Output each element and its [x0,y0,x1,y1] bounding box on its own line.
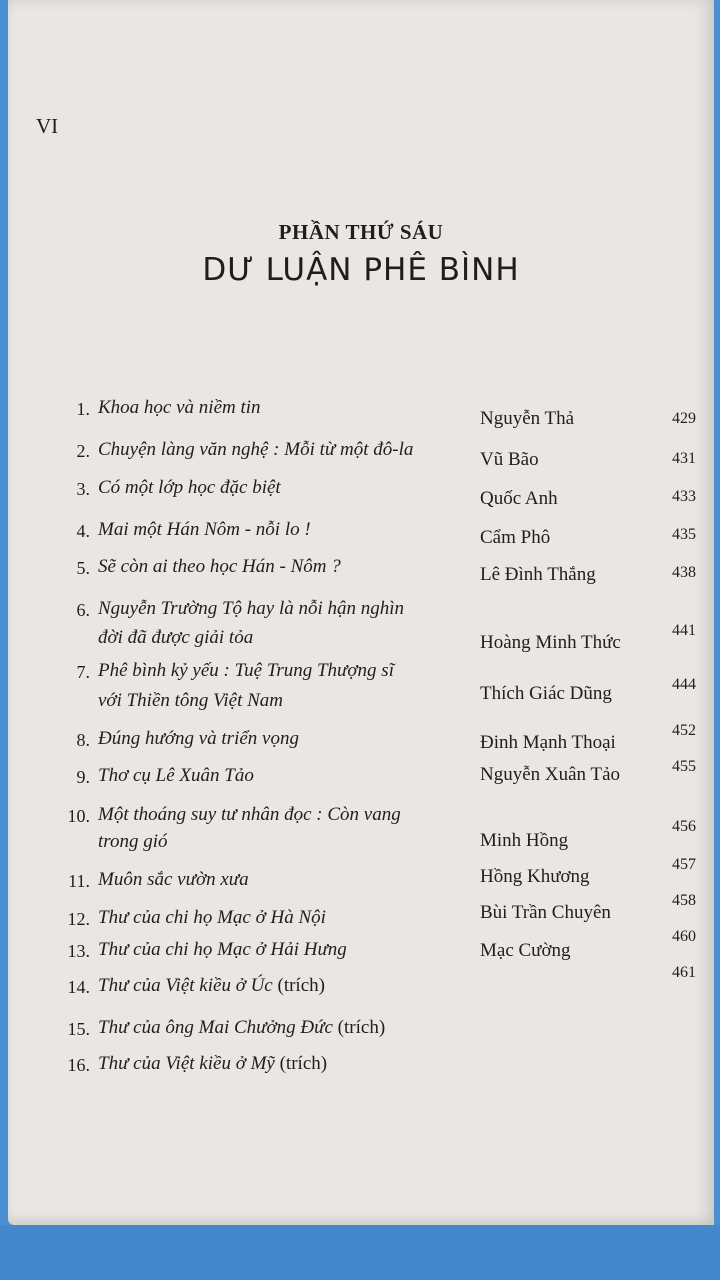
entry-title [98,660,394,682]
entry-title [98,804,401,826]
entry-title-text: Thư của Việt kiều ở Úc [98,975,273,996]
background-surface [0,1225,720,1280]
entry-number: 11. [68,871,90,891]
entry-number: 12. [67,909,90,929]
entry-title [98,690,283,712]
entry-title-text: Chuyện làng văn nghệ : Mỗi từ một đô-la [98,439,414,460]
entry-number: 13. [67,941,90,961]
entry-title-text: Đúng hướng và triển vọng [98,728,299,749]
entry-title-text: Thư của Việt kiều ở Mỹ [98,1053,275,1074]
entry-page-number: 433 [672,488,696,505]
entry-page-number: 429 [672,410,696,427]
entry-title-text: Khoa học và niềm tin [98,397,261,418]
entry-title [98,627,253,649]
entry-title-text: Một thoáng suy tư nhân đọc : Còn vang [98,804,401,825]
entry-title-text: Mai một Hán Nôm - nỗi lo ! [98,519,311,540]
entry-title [98,869,249,891]
entry-author: Bùi Trần Chuyên [480,902,611,923]
entry-author: Cẩm Phô [480,527,551,548]
entry-number: 3. [76,479,90,499]
entry-page-number: 431 [672,450,696,467]
entry-title [98,477,281,499]
book-page [8,0,714,1225]
entry-title-suffix: (trích) [272,975,325,996]
entry-title-text: Thư của chi họ Mạc ở Hà Nội [98,907,326,928]
part-title: PHẦN THỨ SÁU [278,220,444,244]
entry-author: Lê Đình Thắng [480,564,596,585]
entry-title [98,975,325,997]
entry-title-text: Muôn sắc vườn xưa [98,869,249,890]
entry-title [98,439,413,461]
entry-title [98,556,341,578]
entry-author: Quốc Anh [480,488,558,509]
entry-title [98,831,168,853]
entry-page-number: 435 [672,526,696,543]
entry-author: Đinh Mạnh Thoại [480,732,616,753]
entry-title-text: Thư của chi họ Mạc ở Hải Hưng [98,939,347,960]
entry-page-number: 452 [672,722,696,739]
entry-number: 4. [76,521,90,541]
entry-title-text: Thư của ông Mai Chưởng Đức [98,1017,333,1038]
entry-number: 5. [76,558,90,578]
entry-author: Vũ Bão [480,449,539,470]
entry-page-number: 441 [672,622,696,639]
entry-number: 2. [76,441,90,461]
entry-number: 16. [67,1055,90,1075]
entry-title-suffix: (trích) [332,1017,386,1038]
entry-title-text: trong gió [98,831,168,852]
entry-title-suffix: (trích) [274,1053,328,1074]
entry-page-number: 438 [672,564,696,581]
entry-number: 6. [76,600,90,620]
entry-page-number: 456 [672,818,696,835]
entry-title-text: Có một lớp học đặc biệt [98,477,281,498]
entry-author: Thích Giác Dũng [480,683,612,704]
entry-title [98,1053,327,1075]
entry-author: Minh Hồng [480,830,569,851]
entry-author: Mạc Cường [480,940,571,961]
entry-page-number: 458 [672,892,696,909]
entry-page-number: 461 [672,964,696,981]
entry-title-text: Thơ cụ Lê Xuân Tảo [98,765,254,786]
entry-title [98,1017,385,1039]
entry-number: 8. [76,730,90,750]
entry-title [98,728,299,750]
entry-title-text: Phê bình kỷ yếu : Tuệ Trung Thượng sĩ [98,660,394,681]
entry-number: 7. [76,662,90,682]
entry-title [98,397,261,419]
entry-page-number: 460 [672,928,696,945]
table-of-contents [8,0,714,1225]
entry-author: Nguyễn Thả [480,408,575,429]
entry-author: Hồng Khương [480,866,590,887]
entry-title-text: với Thiền tông Việt Nam [98,690,283,711]
entry-title [98,907,326,929]
entry-number: 1. [76,399,90,419]
entry-number: 10. [67,806,90,826]
section-title: DƯ LUẬN PHÊ BÌNH [202,252,520,288]
entry-author: Nguyễn Xuân Tảo [480,764,621,785]
entry-page-number: 455 [672,758,696,775]
entry-title-text: Nguyễn Trường Tộ hay là nỗi hận nghìn [98,598,405,619]
entry-title [98,598,404,620]
entry-title [98,939,347,961]
entry-number: 14. [67,977,90,997]
entry-number: 15. [67,1019,90,1039]
entry-page-number: 457 [672,856,696,873]
entry-title [98,519,311,541]
entry-number: 9. [76,767,90,787]
entry-title [98,765,254,787]
entry-title-text: đời đã được giải tỏa [98,627,254,648]
entry-title-text: Sẽ còn ai theo học Hán - Nôm ? [98,556,341,577]
page-number: VI [36,114,59,138]
entry-page-number: 444 [672,676,696,693]
entry-author: Hoàng Minh Thức [480,632,621,653]
